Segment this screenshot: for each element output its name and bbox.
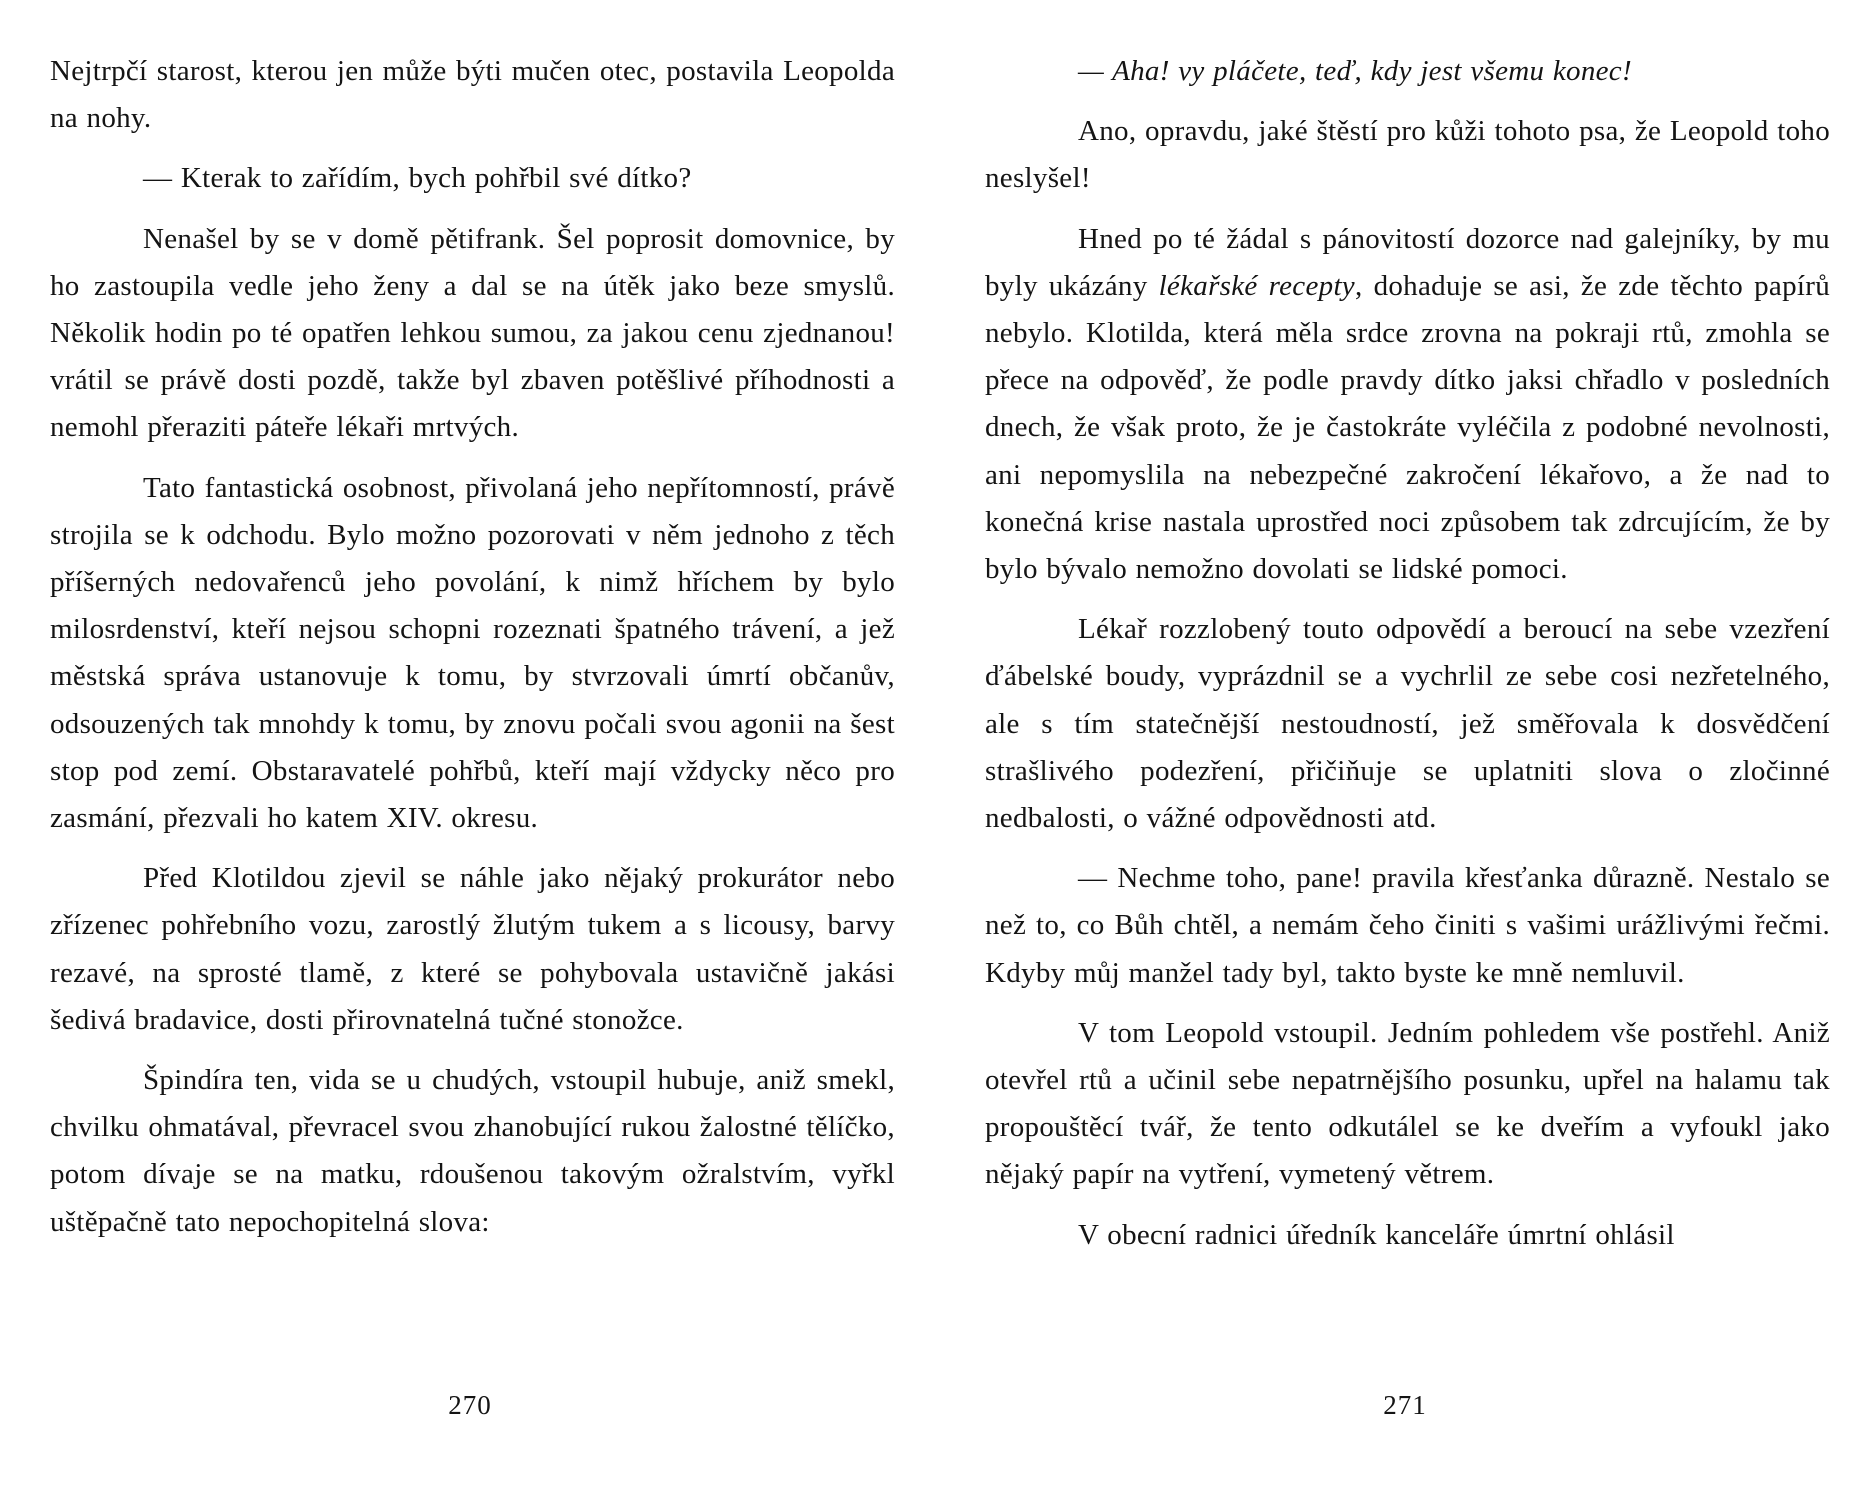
page-number-left: 270	[448, 1390, 492, 1420]
paragraph: Před Klotildou zjevil se náhle jako nějaký prokurátor nebo zřízenec pohřebního vozu, zarostlý žlutým tukem a s licousy, barvy rezavé, na sprosté tlamě, z které se pohybovala ustavičně jakási šedivá bradavice, dosti přirovnatelná tučné stonožce.	[50, 862, 895, 1036]
left-page-text	[50, 48, 895, 1246]
dialogue-paragraph	[985, 48, 1830, 95]
paragraph: — Kterak to zařídím, bych pohřbil své dítko?	[143, 162, 692, 195]
right-page-text	[985, 48, 1830, 1259]
text-run: Hned po té žádal s pánovitostí dozorce nad galejníky, by mu byly ukázány	[985, 222, 1830, 302]
paragraph: Špindíra ten, vida se u chudých, vstoupil hubuje, aniž smekl, chvilku ohmatával, převracel svou zhanobující rukou žalostné tělíčko, potom dívaje se na matku, rdoušenou takovým ožralstvím, vyřkl uštěpačně tato nepochopitelná slova:	[50, 1064, 895, 1238]
italic-phrase: lékařské recepty	[1158, 269, 1355, 302]
paragraph: Nenašel by se v domě pětifrank. Šel poprosit domovnice, by ho zastoupila vedle jeho ženy a dal se na útěk jako beze smyslů. Několik hodin po té opatřen lehkou sumou, za jakou cenu zjednanou! vrátil se právě dosti pozdě, takže byl zbaven potěšlivé příhodnosti a nemohl přeraziti páteře lékaři mrtvých.	[50, 222, 895, 444]
left-page	[50, 48, 895, 1259]
right-page	[985, 48, 1830, 1272]
paragraph: Nejtrpčí starost, kterou jen může býti mučen otec, postavila Leopolda na nohy.	[50, 55, 895, 135]
paragraph: Ano, opravdu, jaké štěstí pro kůži tohoto psa, že Leopold toho neslyšel!	[985, 115, 1830, 195]
page-number-right: 271	[1383, 1390, 1427, 1420]
paragraph	[985, 216, 1830, 594]
paragraph: Lékař rozzlobený touto odpovědí a beroucí na sebe vzezření ďábelské boudy, vyprázdnil se a vychrlil ze sebe cosi nezřetelného, ale s tím statečnější nestoudností, jež směřovala k dosvědčení strašlivého podezření, přičiňuje se uplatniti slova o zločinné nedbalosti, o vážné odpovědnosti atd.	[985, 613, 1830, 835]
paragraph: V obecní radnici úředník kanceláře úmrtní ohlásil	[1078, 1218, 1675, 1251]
paragraph: Tato fantastická osobnost, přivolaná jeho nepřítomností, právě strojila se k odchodu. Bylo možno pozorovati v něm jednoho z těch příšerných nedovařenců jeho povolání, k nimž hříchem by bylo milosrdenství, kteří nejsou schopni rozeznati špatného trávení, a jež městská správa ustanovuje k tomu, by stvrzovali úmrtí občanův, odsouzených tak mnohdy k tomu, by znovu počali svou agonii na šest stop pod zemí. Obstaravatelé pohřbů, kteří mají vždycky něco pro zasmání, přezvali ho katem XIV. okresu.	[50, 471, 895, 835]
italic-quote: — Aha! vy pláčete, teď, kdy jest všemu konec!	[1078, 55, 1632, 87]
paragraph: V tom Leopold vstoupil. Jedním pohledem vše postřehl. Aniž otevřel rtů a učinil sebe nepatrnějšího posunku, upřel na halamu tak propouštěcí tvář, že tento odkutálel se ke dveřím a vyfoukl jako nějaký papír na vytření, vymetený větrem.	[985, 1016, 1830, 1191]
paragraph: — Nechme toho, pane! pravila křesťanka důrazně. Nestalo se než to, co Bůh chtěl, a nemám čeho činiti s vašimi urážlivými řečmi. Kdyby můj manžel tady byl, takto byste ke mně nemluvil.	[985, 862, 1830, 989]
text-run: , dohaduje se asi, že zde těchto papírů nebylo. Klotilda, která měla srdce zrovna na pokraji rtů, zmohla se přece na odpověď, že podle pravdy dítko jaksi chřadlo v posledních dnech, že však proto, že je častokráte vyléčila z podobné nevolnosti, ani nepomyslila na nebezpečné zakročení lékařovo, a že nad to konečná krise nastala uprostřed noci způsobem tak zdrcujícím, že by bylo bývalo nemožno dovolati se lidské pomoci.	[985, 269, 1830, 586]
